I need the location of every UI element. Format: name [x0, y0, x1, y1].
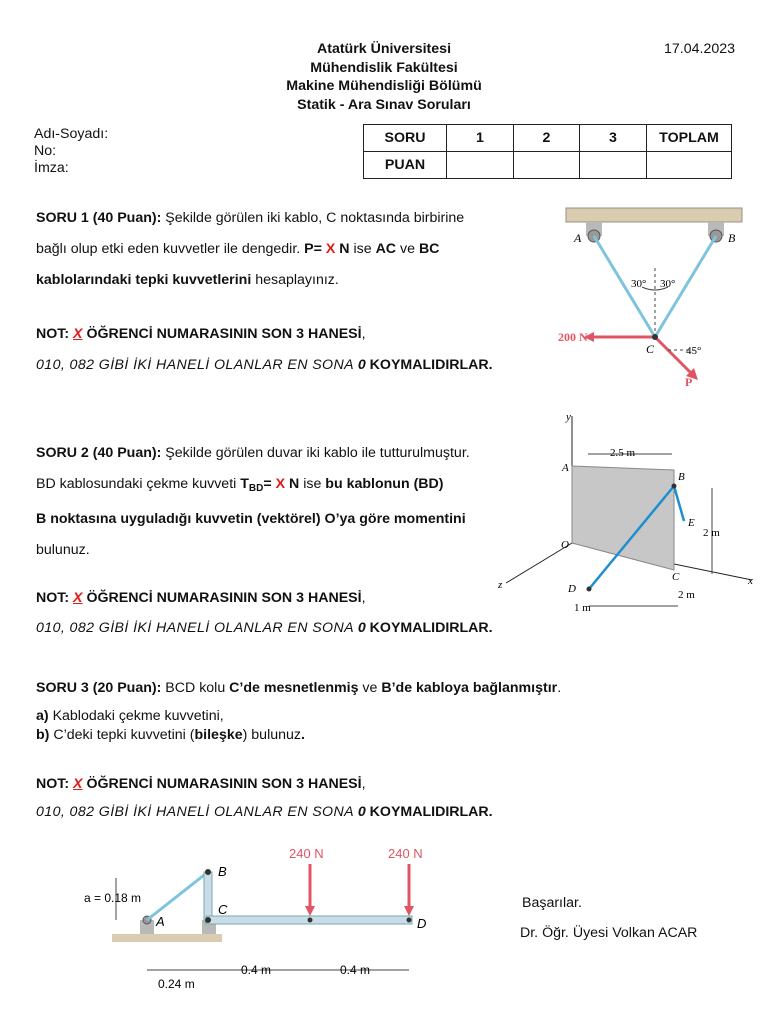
q1-text: bağlı olup etki eden kuvvetler ile dengedir.	[36, 241, 305, 257]
student-info	[34, 126, 108, 177]
q3-part-a-text: Kablodaki çekme kuvvetini,	[48, 708, 224, 724]
note-comma: ,	[361, 326, 366, 342]
note-prefix: NOT:	[36, 776, 74, 792]
angle-45: 45°	[686, 345, 702, 357]
q1-text: ise	[349, 241, 376, 257]
score-header-cell: 3	[580, 125, 647, 152]
q2-tension-sub: BD	[248, 483, 264, 494]
ceiling	[566, 208, 742, 222]
q2-unit: N	[285, 476, 300, 492]
label-d: D	[568, 583, 576, 595]
force-240n-1-head	[305, 906, 315, 916]
note-prefix: NOT:	[36, 590, 74, 606]
q1-p-eq: P=	[304, 241, 326, 257]
dim-a-label: a = 0.18 m	[84, 891, 142, 905]
arm-bc	[204, 872, 212, 922]
q3-emph: C’de mesnetlenmiş	[229, 680, 359, 696]
label-c: C	[646, 342, 655, 356]
note-x: X	[73, 326, 83, 342]
department-name: Makine Mühendisliği Bölümü	[286, 78, 482, 94]
note-prefix: NOT:	[36, 326, 74, 342]
score-header-cell: SORU	[364, 125, 447, 152]
label-e: E	[688, 517, 695, 529]
point-b	[672, 484, 677, 489]
note-line2: 010, 082 GİBİ İKİ HANELİ OLANLAR EN SONA	[36, 804, 358, 820]
score-cell	[514, 152, 580, 179]
note-line2-end: KOYMALIDIRLAR.	[365, 357, 493, 373]
score-cell	[580, 152, 647, 179]
label-a: A	[574, 231, 582, 245]
dim-2m-depth: 2 m	[678, 589, 695, 601]
note-line2-end: KOYMALIDIRLAR.	[365, 804, 493, 820]
exam-date: 17.04.2023	[664, 41, 736, 57]
cable-be	[674, 486, 684, 521]
label-b: B	[728, 231, 736, 245]
q3-part-b-emph: bileşke	[194, 727, 243, 743]
figure-1-cables	[548, 200, 748, 400]
q3-part-b-text: ) bulunuz	[242, 727, 301, 743]
score-table	[363, 124, 732, 179]
dim-2m-height: 2 m	[703, 527, 720, 539]
score-header-cell: TOPLAM	[647, 125, 732, 152]
label-p: P	[685, 375, 693, 389]
q3-part-a-label: a)	[36, 708, 49, 724]
figure-2-wall	[490, 408, 760, 620]
question-3	[36, 680, 561, 745]
exam-header	[0, 40, 768, 114]
label-200n: 200 N	[558, 330, 588, 344]
label-b: B	[218, 864, 227, 879]
q3-part-b-label: b)	[36, 727, 50, 743]
dim-0-24m: 0.24 m	[158, 977, 195, 991]
q3-part-b-end: .	[301, 727, 305, 743]
q2-emph: B noktasına uyguladığı kuvvetin (vektörel) O’ya göre momentini	[36, 511, 466, 527]
q1-text: hesaplayınız.	[251, 272, 339, 288]
q1-text: ve	[396, 241, 419, 257]
q2-text: BD kablosundaki çekme kuvveti	[36, 476, 241, 492]
score-header-row	[364, 125, 732, 152]
q2-tension-symbol: T	[240, 476, 249, 492]
score-header-cell: 2	[514, 125, 580, 152]
q3-text: ve	[358, 680, 382, 696]
note-text: ÖĞRENCİ NUMARASININ SON 3 HANESİ	[82, 776, 362, 792]
q1-text: Şekilde görülen iki kablo, C noktasında birbirine	[161, 210, 465, 226]
label-x: x	[748, 575, 753, 587]
note-line2-end: KOYMALIDIRLAR.	[365, 620, 493, 636]
q2-title: SORU 2 (40 Puan):	[36, 445, 162, 461]
label-c: C	[672, 571, 680, 583]
label-a: A	[562, 462, 569, 474]
note-line2: 010, 082 GİBİ İKİ HANELİ OLANLAR EN SONA	[36, 620, 358, 636]
signature-label: İmza:	[34, 160, 69, 176]
q1-x: X	[325, 241, 336, 257]
q2-text: ise	[299, 476, 326, 492]
closing-wish: Başarılar.	[522, 895, 582, 911]
q2-text: bulunuz.	[36, 542, 90, 558]
load-point-1	[308, 918, 313, 923]
label-a: A	[156, 914, 165, 929]
label-y: y	[566, 411, 571, 423]
q1-emph: kablolarındaki tepki kuvvetlerini	[36, 272, 252, 288]
label-b: B	[678, 471, 685, 483]
force-240n-2-head	[404, 906, 414, 916]
author-name: Dr. Öğr. Üyesi Volkan ACAR	[520, 925, 698, 941]
note-1	[36, 326, 493, 373]
q2-text: Şekilde görülen duvar iki kablo ile tutturulmuştur.	[161, 445, 470, 461]
q1-title: SORU 1 (40 Puan):	[36, 210, 162, 226]
dim-2-5m: 2.5 m	[610, 447, 636, 459]
q2-x: X	[275, 476, 286, 492]
q1-ac: AC	[375, 241, 397, 257]
label-240n-1: 240 N	[289, 846, 324, 861]
note-2	[36, 590, 493, 636]
point-d	[407, 918, 412, 923]
dim-0-4m-1: 0.4 m	[241, 963, 272, 977]
question-1	[36, 203, 561, 296]
q1-bc: BC	[418, 241, 440, 257]
point-d	[587, 587, 592, 592]
label-z: z	[498, 579, 503, 591]
dim-1m: 1 m	[574, 602, 591, 614]
q2-emph: bu kablonun (BD)	[325, 476, 444, 492]
q2-eq: =	[263, 476, 276, 492]
q3-title: SORU 3 (20 Puan):	[36, 680, 162, 696]
angle-30-left: 30°	[631, 278, 647, 290]
score-row-label: PUAN	[364, 152, 447, 179]
question-2	[36, 438, 561, 566]
score-cell	[647, 152, 732, 179]
q3-text: BCD kolu	[161, 680, 230, 696]
q3-emph: B’de kabloya bağlanmıştır	[381, 680, 558, 696]
note-3	[36, 776, 493, 820]
university-name: Atatürk Üniversitesi	[316, 41, 452, 57]
note-line2: 010, 082 GİBİ İKİ HANELİ OLANLAR EN SONA	[36, 357, 358, 373]
q3-part-b-text: C’deki tepki kuvvetini (	[49, 727, 195, 743]
note-x: X	[73, 590, 83, 606]
note-zero: 0	[357, 620, 366, 636]
cable-ab	[147, 872, 208, 920]
q1-unit: N	[335, 241, 350, 257]
pin-c	[205, 917, 211, 923]
note-x: X	[73, 776, 83, 792]
score-value-row	[364, 152, 732, 179]
name-label: Adı-Soyadı:	[34, 126, 109, 142]
label-240n-2: 240 N	[388, 846, 423, 861]
score-header-cell: 1	[447, 125, 514, 152]
number-label: No:	[34, 143, 57, 159]
wall-plate	[572, 466, 674, 570]
faculty-name: Mühendislik Fakültesi	[310, 59, 458, 76]
label-d: D	[417, 916, 427, 931]
pin-b	[205, 869, 211, 875]
note-comma: ,	[361, 776, 366, 792]
exam-title: Statik - Ara Sınav Soruları	[297, 96, 471, 113]
note-zero: 0	[357, 804, 366, 820]
label-c: C	[218, 902, 228, 917]
joint-c	[652, 334, 658, 340]
ground	[112, 934, 222, 942]
dim-0-4m-2: 0.4 m	[340, 963, 371, 977]
note-text: ÖĞRENCİ NUMARASININ SON 3 HANESİ	[82, 590, 362, 606]
angle-30-right: 30°	[660, 278, 676, 290]
label-o: O	[561, 539, 569, 551]
note-text: ÖĞRENCİ NUMARASININ SON 3 HANESİ	[82, 326, 362, 342]
figure-3-lever	[76, 838, 436, 994]
score-cell	[447, 152, 514, 179]
q3-text: .	[557, 680, 562, 696]
note-comma: ,	[361, 590, 366, 606]
note-zero: 0	[357, 357, 366, 373]
